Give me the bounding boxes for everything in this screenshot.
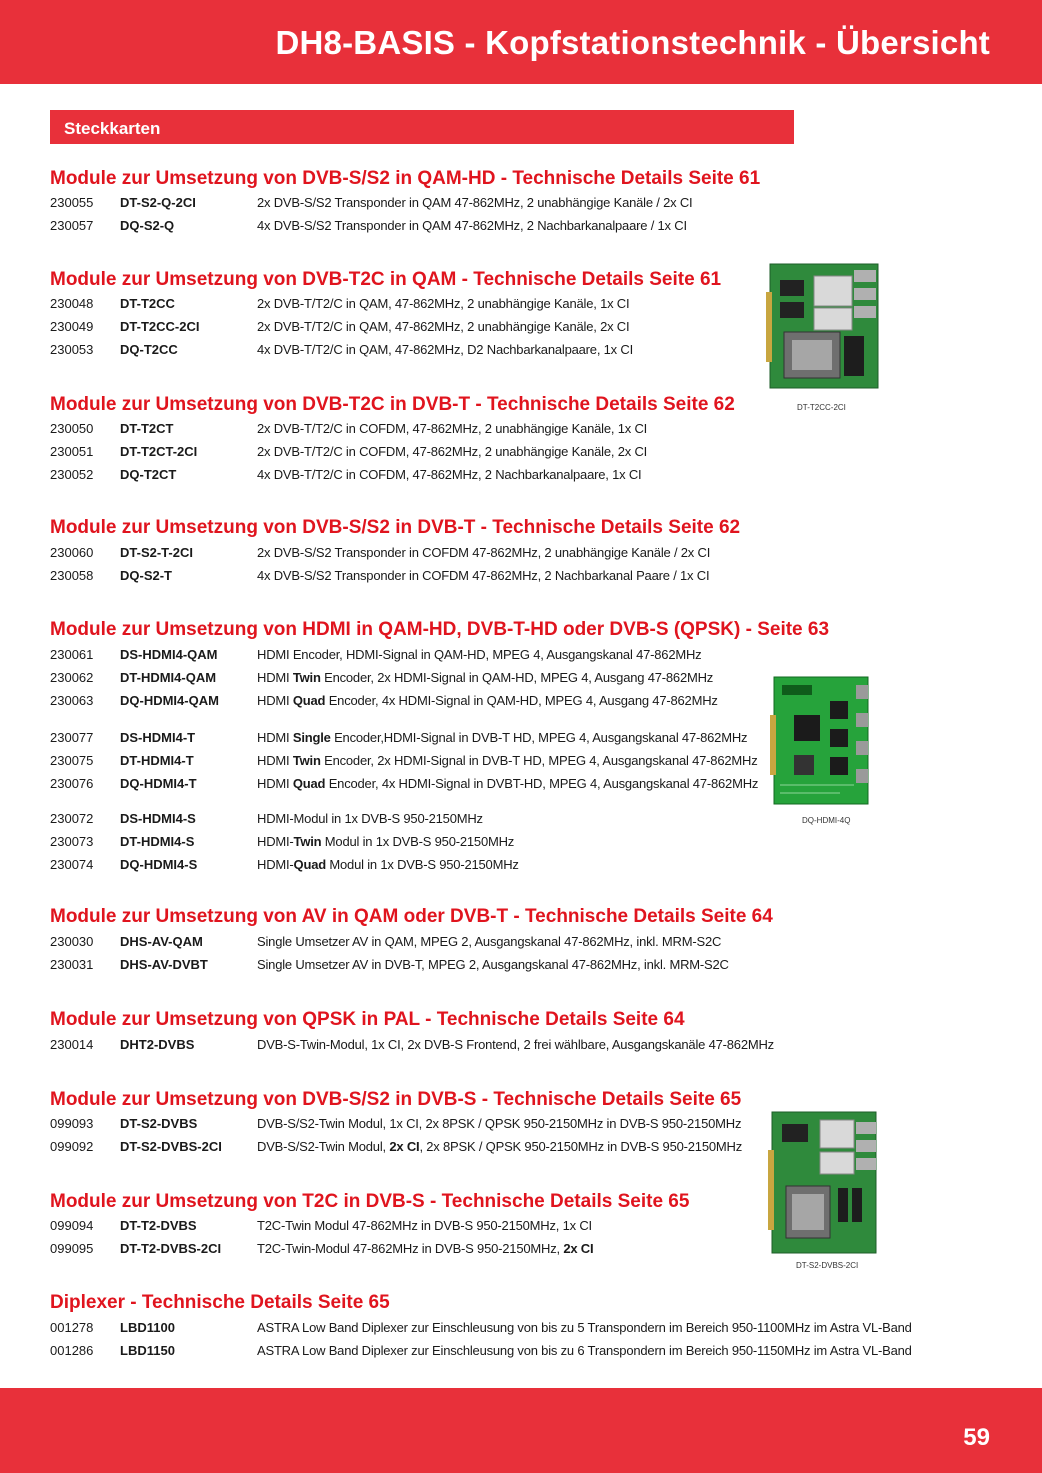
article-number: 230058	[50, 568, 94, 583]
page-header	[0, 0, 1042, 84]
product-description: 2x DVB-S/S2 Transponder in QAM 47-862MHz, 2 unabhängige Kanäle / 2x CI	[257, 195, 693, 210]
product-description: ASTRA Low Band Diplexer zur Einschleusung von bis zu 6 Transpondern im Bereich 950-1150MHz im Astra VL-Band	[257, 1343, 912, 1358]
product-description: Single Umsetzer AV in QAM, MPEG 2, Ausgangskanal 47-862MHz, inkl. MRM-S2C	[257, 934, 722, 949]
description-text: HDMI	[257, 776, 293, 791]
article-number: 230055	[50, 195, 94, 210]
pcb-module-ci-photo	[766, 262, 882, 390]
group-title: Module zur Umsetzung von DVB-S/S2 in DVB-S - Technische Details Seite 65	[50, 1089, 742, 1110]
model-code: DS-HDMI4-T	[120, 730, 196, 745]
model-code: DT-HDMI4-T	[120, 753, 194, 768]
description-text: Encoder,HDMI-Signal in DVB-T HD, MPEG 4, Ausgangskanal 47-862MHz	[330, 730, 748, 745]
article-number: 001286	[50, 1343, 94, 1358]
description-text: HDMI-	[257, 857, 294, 872]
product-description	[257, 1139, 742, 1154]
page-title: DH8-BASIS - Kopfstationstechnik - Übersicht	[275, 24, 990, 61]
description-text: HDMI	[257, 670, 293, 685]
model-code: DT-HDMI4-S	[120, 834, 195, 849]
description-emphasis: 2x CI	[389, 1139, 420, 1154]
model-code: DT-S2-DVBS	[120, 1116, 198, 1131]
group-title: Module zur Umsetzung von T2C in DVB-S - Technische Details Seite 65	[50, 1191, 690, 1212]
product-description: T2C-Twin Modul 47-862MHz in DVB-S 950-2150MHz, 1x CI	[257, 1218, 592, 1233]
model-code: DT-T2CT-2CI	[120, 444, 198, 459]
article-number: 230072	[50, 811, 94, 826]
description-emphasis: Twin	[292, 670, 321, 685]
article-number: 230014	[50, 1037, 94, 1052]
description-text: T2C-Twin-Modul 47-862MHz in DVB-S 950-2150MHz,	[257, 1241, 564, 1256]
product-description: 4x DVB-S/S2 Transponder in COFDM 47-862MHz, 2 Nachbarkanal Paare / 1x CI	[257, 568, 710, 583]
group-title: Module zur Umsetzung von DVB-T2C in QAM - Technische Details Seite 61	[50, 269, 722, 290]
section-label: Steckkarten	[64, 119, 161, 138]
description-text: Encoder, 4x HDMI-Signal in DVBT-HD, MPEG 4, Ausgangskanal 47-862MHz	[325, 776, 759, 791]
description-text: Encoder, 2x HDMI-Signal in DVB-T HD, MPEG 4, Ausgangskanal 47-862MHz	[320, 753, 758, 768]
description-emphasis: Quad	[293, 857, 326, 872]
model-code: DT-T2CC-2CI	[120, 319, 200, 334]
product-description	[257, 670, 713, 685]
article-number: 099092	[50, 1139, 94, 1154]
pcb-module-s2-photo	[768, 1110, 880, 1255]
description-text: HDMI	[257, 753, 293, 768]
product-description	[257, 1241, 593, 1256]
article-number: 099095	[50, 1241, 94, 1256]
description-text: Modul in 1x DVB-S 950-2150MHz	[325, 857, 519, 872]
product-description: 2x DVB-T/T2/C in QAM, 47-862MHz, 2 unabhängige Kanäle, 1x CI	[257, 296, 630, 311]
model-code: LBD1150	[120, 1343, 175, 1358]
model-code: DT-T2CT	[120, 421, 174, 436]
model-code: DT-S2-T-2CI	[120, 545, 193, 560]
article-number: 230063	[50, 693, 94, 708]
product-description: 2x DVB-T/T2/C in COFDM, 47-862MHz, 2 unabhängige Kanäle, 2x CI	[257, 444, 648, 459]
board-label: DT-S2-DVBS-2CI	[796, 1261, 859, 1270]
product-description	[257, 857, 519, 872]
product-description: 4x DVB-T/T2/C in COFDM, 47-862MHz, 2 Nachbarkanalpaare, 1x CI	[257, 467, 642, 482]
model-code: DT-S2-Q-2CI	[120, 195, 196, 210]
article-number: 230061	[50, 647, 94, 662]
product-description: DVB-S-Twin-Modul, 1x CI, 2x DVB-S Frontend, 2 frei wählbare, Ausgangskanäle 47-862MHz	[257, 1037, 774, 1052]
product-description: 2x DVB-T/T2/C in COFDM, 47-862MHz, 2 unabhängige Kanäle, 1x CI	[257, 421, 648, 436]
pcb-module-hdmi-photo	[770, 675, 870, 806]
group-title: Module zur Umsetzung von QPSK in PAL - Technische Details Seite 64	[50, 1009, 685, 1030]
article-number: 099094	[50, 1218, 94, 1233]
model-code: DT-T2-DVBS-2CI	[120, 1241, 222, 1256]
description-emphasis: Single	[292, 730, 331, 745]
model-code: DT-T2CC	[120, 296, 175, 311]
article-number: 230048	[50, 296, 94, 311]
product-description: Single Umsetzer AV in DVB-T, MPEG 2, Ausgangskanal 47-862MHz, inkl. MRM-S2C	[257, 957, 729, 972]
product-description: ASTRA Low Band Diplexer zur Einschleusung von bis zu 5 Transpondern im Bereich 950-1100MHz im Astra VL-Band	[257, 1320, 912, 1335]
description-emphasis: Twin	[292, 753, 321, 768]
description-text: Encoder, 4x HDMI-Signal in QAM-HD, MPEG 4, Ausgang 47-862MHz	[325, 693, 718, 708]
model-code: DT-S2-DVBS-2CI	[120, 1139, 222, 1154]
model-code: DQ-T2CT	[120, 467, 177, 482]
model-code: DQ-S2-Q	[120, 218, 175, 233]
article-number: 230073	[50, 834, 94, 849]
description-text: Encoder, 2x HDMI-Signal in QAM-HD, MPEG 4, Ausgang 47-862MHz	[320, 670, 714, 685]
description-text: HDMI	[257, 730, 293, 745]
description-emphasis: Twin	[293, 834, 322, 849]
product-description	[257, 834, 514, 849]
article-number: 099093	[50, 1116, 94, 1131]
group-title: Diplexer - Technische Details Seite 65	[50, 1292, 390, 1313]
page-number: 59	[963, 1424, 990, 1451]
description-emphasis: Quad	[292, 776, 326, 791]
section-bar	[50, 110, 794, 144]
product-description: 4x DVB-T/T2/C in QAM, 47-862MHz, D2 Nachbarkanalpaare, 1x CI	[257, 342, 633, 357]
article-number: 230077	[50, 730, 94, 745]
article-number: 230062	[50, 670, 94, 685]
model-code: DQ-HDMI4-QAM	[120, 693, 219, 708]
model-code: DHT2-DVBS	[120, 1037, 195, 1052]
product-description: HDMI-Modul in 1x DVB-S 950-2150MHz	[257, 811, 483, 826]
board-label: DQ-HDMI-4Q	[802, 816, 851, 825]
group-title: Module zur Umsetzung von AV in QAM oder DVB-T - Technische Details Seite 64	[50, 906, 773, 927]
article-number: 230052	[50, 467, 94, 482]
article-number: 230049	[50, 319, 94, 334]
board-label: DT-T2CC-2CI	[797, 403, 846, 412]
model-code: DQ-HDMI4-T	[120, 776, 197, 791]
article-number: 230057	[50, 218, 94, 233]
article-number: 230050	[50, 421, 94, 436]
product-description	[257, 776, 758, 791]
article-number: 230074	[50, 857, 94, 872]
product-description: 2x DVB-S/S2 Transponder in COFDM 47-862MHz, 2 unabhängige Kanäle / 2x CI	[257, 545, 711, 560]
model-code: DQ-S2-T	[120, 568, 172, 583]
article-number: 230030	[50, 934, 94, 949]
model-code: DT-HDMI4-QAM	[120, 670, 217, 685]
model-code: DQ-T2CC	[120, 342, 178, 357]
article-number: 230060	[50, 545, 94, 560]
model-code: DS-HDMI4-S	[120, 811, 196, 826]
article-number: 230031	[50, 957, 94, 972]
article-number: 230051	[50, 444, 94, 459]
model-code: DHS-AV-DVBT	[120, 957, 208, 972]
article-number: 230053	[50, 342, 94, 357]
group-title: Module zur Umsetzung von HDMI in QAM-HD, DVB-T-HD oder DVB-S (QPSK) - Seite 63	[50, 619, 830, 640]
group-title: Module zur Umsetzung von DVB-T2C in DVB-T - Technische Details Seite 62	[50, 394, 735, 415]
model-code: LBD1100	[120, 1320, 175, 1335]
product-description: 2x DVB-T/T2/C in QAM, 47-862MHz, 2 unabhängige Kanäle, 2x CI	[257, 319, 630, 334]
article-number: 230076	[50, 776, 94, 791]
description-text: HDMI-	[257, 834, 294, 849]
model-code: DHS-AV-QAM	[120, 934, 203, 949]
description-text: , 2x 8PSK / QPSK 950-2150MHz in DVB-S 950-2150MHz	[419, 1139, 743, 1154]
product-description: HDMI Encoder, HDMI-Signal in QAM-HD, MPEG 4, Ausgangskanal 47-862MHz	[257, 647, 702, 662]
description-emphasis: Quad	[292, 693, 326, 708]
page-footer	[0, 1388, 1042, 1473]
description-text: DVB-S/S2-Twin Modul,	[257, 1139, 390, 1154]
product-description	[257, 753, 758, 768]
group-title: Module zur Umsetzung von DVB-S/S2 in QAM-HD - Technische Details Seite 61	[50, 168, 761, 189]
model-code: DQ-HDMI4-S	[120, 857, 198, 872]
product-description: DVB-S/S2-Twin Modul, 1x CI, 2x 8PSK / QPSK 950-2150MHz in DVB-S 950-2150MHz	[257, 1116, 742, 1131]
model-code: DS-HDMI4-QAM	[120, 647, 218, 662]
article-number: 230075	[50, 753, 94, 768]
description-text: Modul in 1x DVB-S 950-2150MHz	[321, 834, 515, 849]
product-description: 4x DVB-S/S2 Transponder in QAM 47-862MHz, 2 Nachbarkanalpaare / 1x CI	[257, 218, 687, 233]
product-description	[257, 693, 718, 708]
model-code: DT-T2-DVBS	[120, 1218, 197, 1233]
product-description	[257, 730, 747, 745]
description-emphasis: 2x CI	[563, 1241, 594, 1256]
article-number: 001278	[50, 1320, 94, 1335]
description-text: HDMI	[257, 693, 293, 708]
group-title: Module zur Umsetzung von DVB-S/S2 in DVB-T - Technische Details Seite 62	[50, 517, 741, 538]
